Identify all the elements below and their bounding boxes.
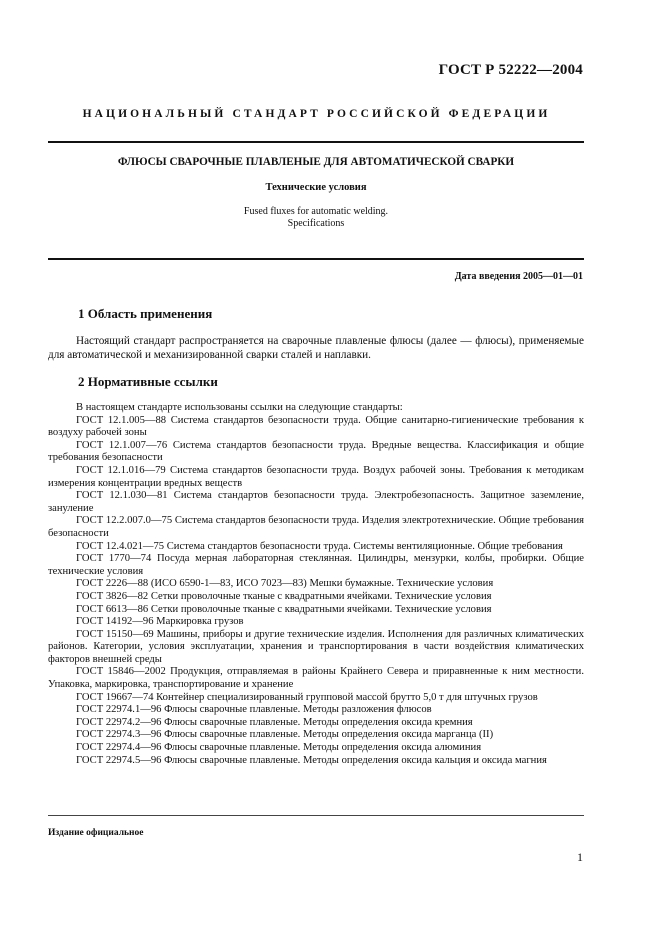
reference-item: ГОСТ 3826—82 Сетки проволочные тканые с квадратными ячейками. Технические условия — [76, 590, 492, 602]
reference-item: ГОСТ 19667—74 Контейнер специализированный групповой массой брутто 5,0 т для штучных грузов — [76, 691, 538, 703]
reference-item: ГОСТ 22974.3—96 Флюсы сварочные плавленые. Методы определения оксида марганца (II) — [76, 729, 494, 741]
title-divider — [48, 258, 584, 260]
reference-item: ГОСТ 1770—74 Посуда мерная лабораторная стеклянная. Цилиндры, мензурки, колбы, пробирки. Общие технические условия — [48, 553, 584, 577]
reference-item: ГОСТ 12.1.030—81 Система стандартов безопасности труда. Электробезопасность. Защитное заземление, зануление — [48, 490, 584, 514]
standard-code: ГОСТ Р 52222—2004 — [438, 62, 583, 78]
reference-item: ГОСТ 22974.4—96 Флюсы сварочные плавленые. Методы определения оксида алюминия — [76, 742, 482, 754]
reference-item: ГОСТ 14192—96 Маркировка грузов — [76, 616, 244, 628]
document-title: ФЛЮСЫ СВАРОЧНЫЕ ПЛАВЛЕНЫЕ ДЛЯ АВТОМАТИЧЕСКОЙ СВАРКИ — [117, 156, 515, 168]
footer-divider — [48, 815, 584, 816]
english-title-line1: Fused fluxes for automatic welding. — [243, 206, 389, 217]
reference-item: ГОСТ 12.4.021—75 Система стандартов безопасности труда. Системы вентиляционные. Общие требования — [76, 540, 563, 552]
document-subtitle: Технические условия — [265, 182, 367, 193]
reference-item: ГОСТ 15846—2002 Продукция, отправляемая в районы Крайнего Севера и приравненные к ним местности. Упаковка, маркировка, транспортирование и хранение — [48, 666, 584, 691]
reference-item: ГОСТ 6613—86 Сетки проволочные тканые с квадратными ячейками. Технические условия — [76, 603, 492, 615]
section-2-heading: 2 Нормативные ссылки — [78, 374, 218, 389]
reference-item: ГОСТ 2226—88 (ИСО 6590-1—83, ИСО 7023—83) Мешки бумажные. Технические условия — [76, 578, 494, 590]
official-edition-label: Издание официальное — [48, 828, 144, 838]
section-1-paragraph: Настоящий стандарт распространяется на сварочные плавленые флюсы (далее — флюсы), применяемые для автоматической и механизированной сварки сталей и наплавки. — [48, 335, 584, 361]
english-title — [48, 206, 584, 230]
reference-item: ГОСТ 22974.5—96 Флюсы сварочные плавленые. Методы определения оксида кальция и оксида магния — [76, 754, 547, 766]
reference-item: ГОСТ 12.1.007—76 Система стандартов безопасности труда. Вредные вещества. Классификация и общие требования безопасности — [48, 439, 584, 464]
english-title-line2: Specifications — [287, 218, 345, 229]
references-list — [48, 402, 584, 767]
page-number: 1 — [577, 850, 583, 864]
introduction-date: Дата введения 2005—01—01 — [454, 271, 583, 282]
section-1-heading: 1 Область применения — [78, 306, 213, 321]
reference-item: ГОСТ 12.2.007.0—75 Система стандартов безопасности труда. Изделия электротехнические. Общие требования безопасности — [48, 515, 584, 539]
reference-item: ГОСТ 22974.1—96 Флюсы сварочные плавленые. Методы разложения флюсов — [76, 704, 432, 716]
reference-item: ГОСТ 15150—69 Машины, приборы и другие технические изделия. Исполнения для различных климатических районов. Категории, условия эксплуатации, хранения и транспортирования в части воздействия климатических факторов внешней среды — [48, 628, 584, 665]
header-divider — [48, 141, 584, 143]
reference-item: ГОСТ 12.1.016—79 Система стандартов безопасности труда. Воздух рабочей зоны. Требования к методикам измерения концентрации вредных веществ — [48, 464, 584, 489]
references-intro: В настоящем стандарте использованы ссылки на следующие стандарты: — [76, 402, 403, 413]
national-standard-banner: НАЦИОНАЛЬНЫЙ СТАНДАРТ РОССИЙСКОЙ ФЕДЕРАЦИИ — [82, 108, 551, 120]
reference-item: ГОСТ 12.1.005—88 Система стандартов безопасности труда. Общие санитарно-гигиенические требования к воздуху рабочей зоны — [48, 414, 584, 439]
section-1-text — [48, 334, 584, 362]
reference-item: ГОСТ 22974.2—96 Флюсы сварочные плавленые. Методы определения оксида кремния — [76, 716, 473, 728]
